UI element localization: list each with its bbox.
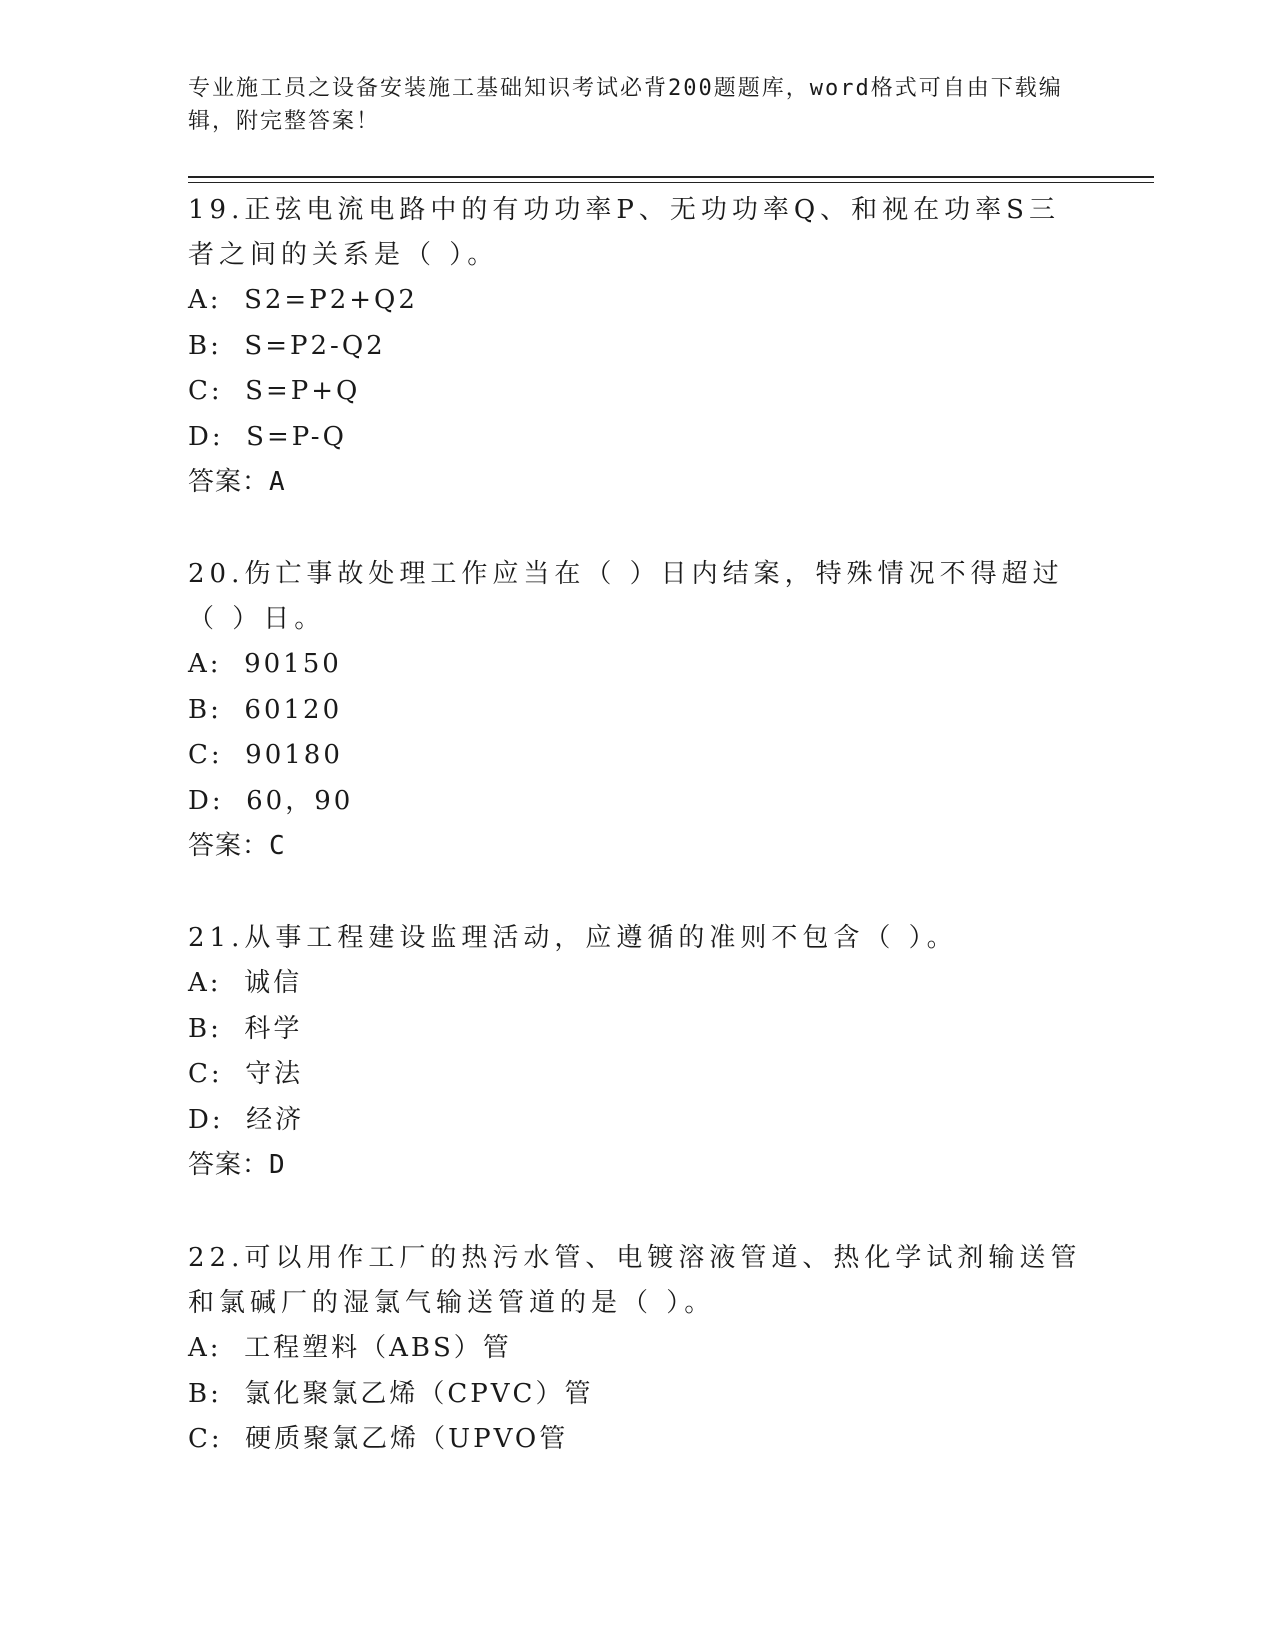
- option-a: A: 90150: [188, 649, 342, 679]
- question-19: [188, 188, 1088, 505]
- option-c: C: S=P+Q: [188, 376, 361, 406]
- option-a: A: S2=P2+Q2: [188, 285, 418, 315]
- option-c: C: 90180: [188, 740, 343, 770]
- option-b: B: 氯化聚氯乙烯（CPVC）管: [188, 1378, 594, 1409]
- question-22: [188, 1236, 1088, 1463]
- option-d: D: S=P-Q: [188, 421, 347, 452]
- option-d: D: 经济: [188, 1104, 305, 1135]
- header-divider-thick: [188, 176, 1154, 178]
- answer-line: 答案：A: [188, 467, 286, 497]
- answer-line: 答案：D: [188, 1150, 286, 1180]
- option-b: B: 60120: [188, 694, 343, 725]
- option-a: A: 诚信: [188, 968, 303, 998]
- question-stem: 20.伤亡事故处理工作应当在（ ）日内结案，特殊情况不得超过（ ）日。: [188, 559, 1064, 634]
- option-c: C: 守法: [188, 1059, 304, 1089]
- question-stem: 19.正弦电流电路中的有功功率P、无功功率Q、和视在功率S三者之间的关系是（ ）。: [188, 195, 1060, 270]
- question-21: [188, 916, 1088, 1188]
- option-d: D: 60，90: [188, 785, 354, 816]
- option-a: A: 工程塑料（ABS）管: [188, 1333, 512, 1363]
- option-c: C: 硬质聚氯乙烯（UPVO管: [188, 1424, 569, 1454]
- question-stem: 22.可以用作工厂的热污水管、电镀溶液管道、热化学试剂输送管和氯碱厂的湿氯气输送管道的是（ ）。: [188, 1243, 1082, 1318]
- question-stem: 21.从事工程建设监理活动，应遵循的准则不包含（ ）。: [188, 923, 958, 953]
- option-b: B: 科学: [188, 1013, 303, 1044]
- document-title: 专业施工员之设备安装施工基础知识考试必背200题题库，word格式可自由下载编辑，附完整答案！: [188, 76, 1063, 134]
- question-20: [188, 552, 1088, 869]
- header-divider-thin: [188, 182, 1154, 183]
- option-b: B: S=P2-Q2: [188, 330, 386, 361]
- answer-line: 答案：C: [188, 831, 286, 861]
